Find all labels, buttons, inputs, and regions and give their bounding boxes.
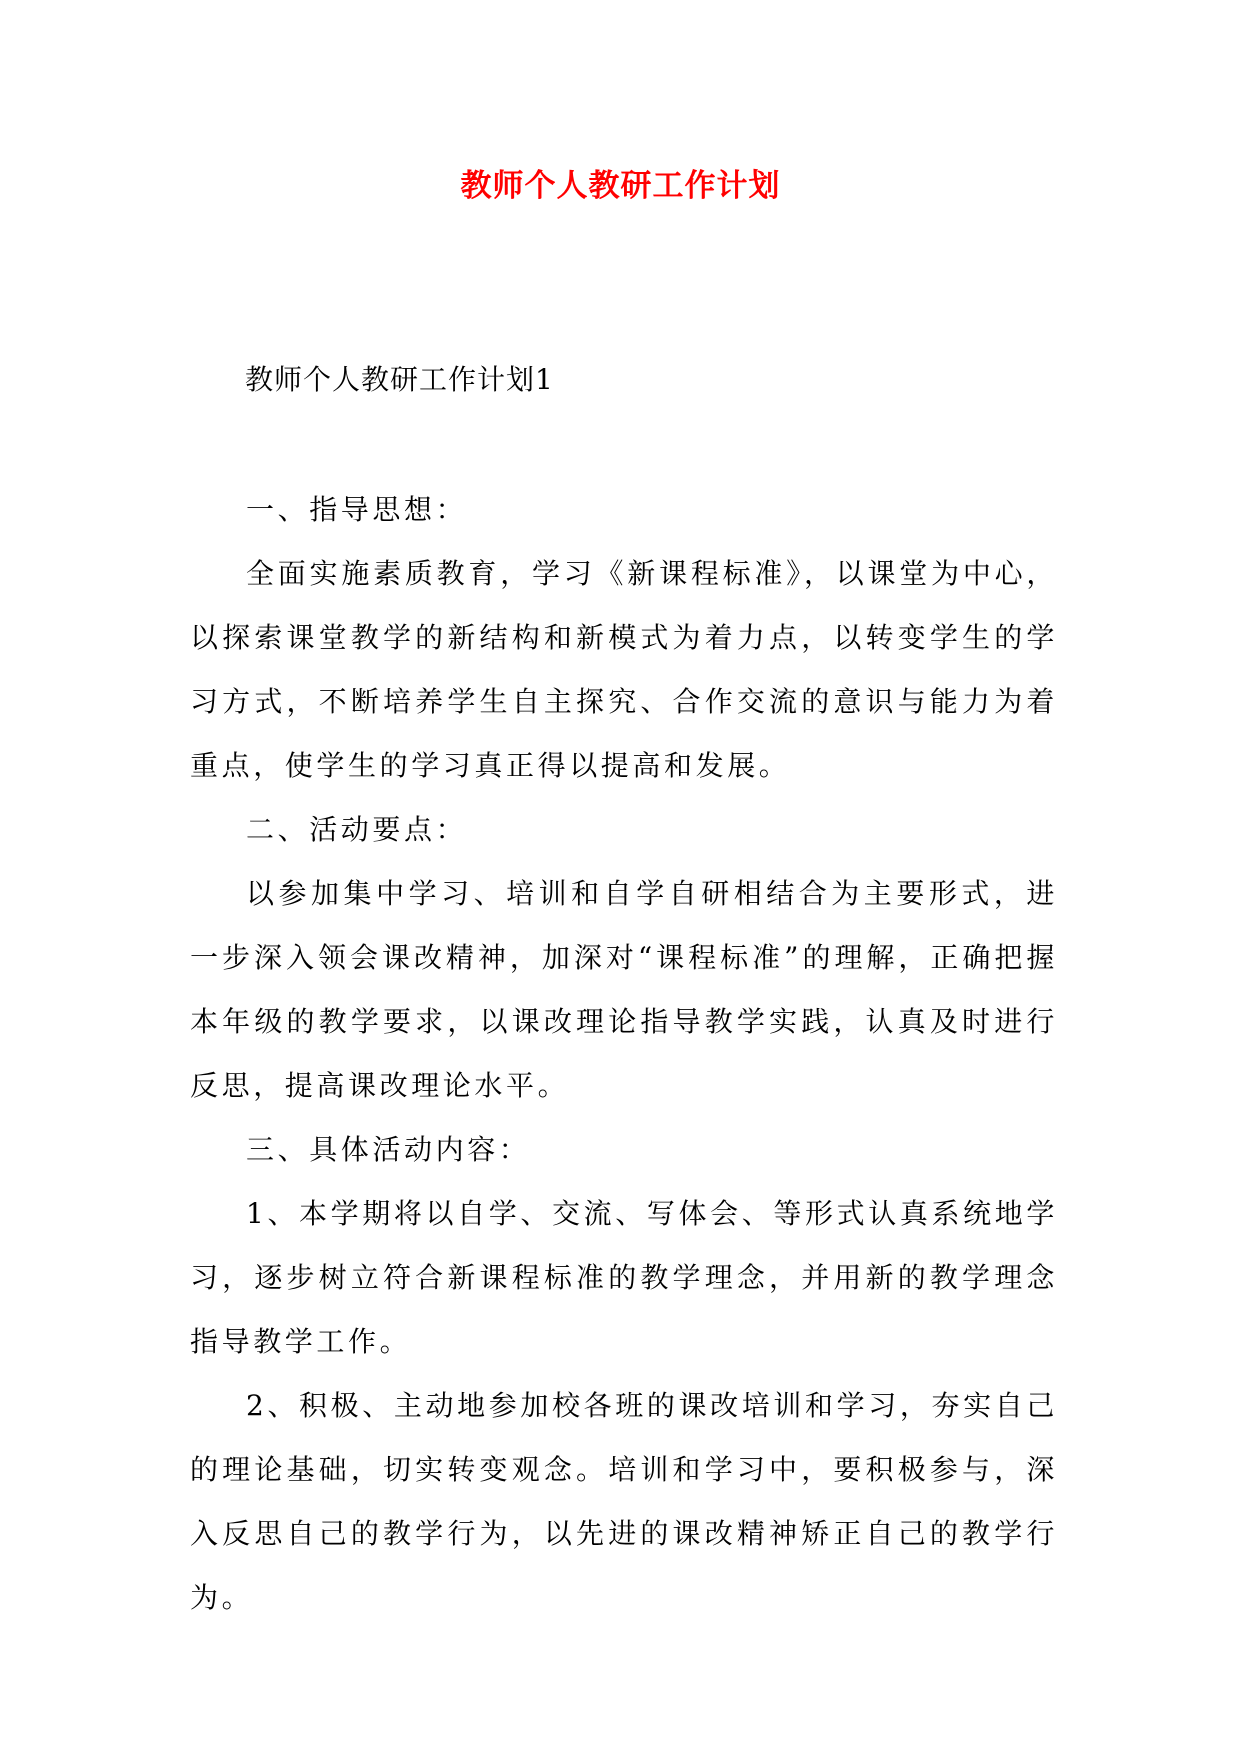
- page-title: 教师个人教研工作计划: [460, 168, 781, 204]
- section-subtitle: 教师个人教研工作计划1: [245, 363, 554, 396]
- document-body: [190, 478, 1058, 1630]
- heading-guiding-thought: 一、指导思想：: [246, 493, 468, 526]
- paragraph-activity-points: 以参加集中学习、培训和自学自研相结合为主要形式，进一步深入领会课改精神，加深对“课程标准”的理解，正确把握本年级的教学要求，以课改理论指导教学实践，认真及时进行反思，提高课改理论水平。: [190, 877, 1058, 1102]
- heading-activity-points: 二、活动要点：: [246, 813, 468, 846]
- paragraph-guiding-thought: 全面实施素质教育，学习《新课程标准》，以课堂为中心，以探索课堂教学的新结构和新模式为着力点，以转变学生的学习方式，不断培养学生自主探究、合作交流的意识与能力为着重点，使学生的学习真正得以提高和发展。: [190, 557, 1058, 782]
- paragraph-item-1: 1、本学期将以自学、交流、写体会、等形式认真系统地学习，逐步树立符合新课程标准的教学理念，并用新的教学理念指导教学工作。: [190, 1197, 1058, 1358]
- paragraph-item-2: 2、积极、主动地参加校各班的课改培训和学习，夯实自己的理论基础，切实转变观念。培训和学习中，要积极参与，深入反思自己的教学行为，以先进的课改精神矫正自己的教学行为。: [190, 1389, 1058, 1614]
- heading-activity-content: 三、具体活动内容：: [246, 1133, 531, 1166]
